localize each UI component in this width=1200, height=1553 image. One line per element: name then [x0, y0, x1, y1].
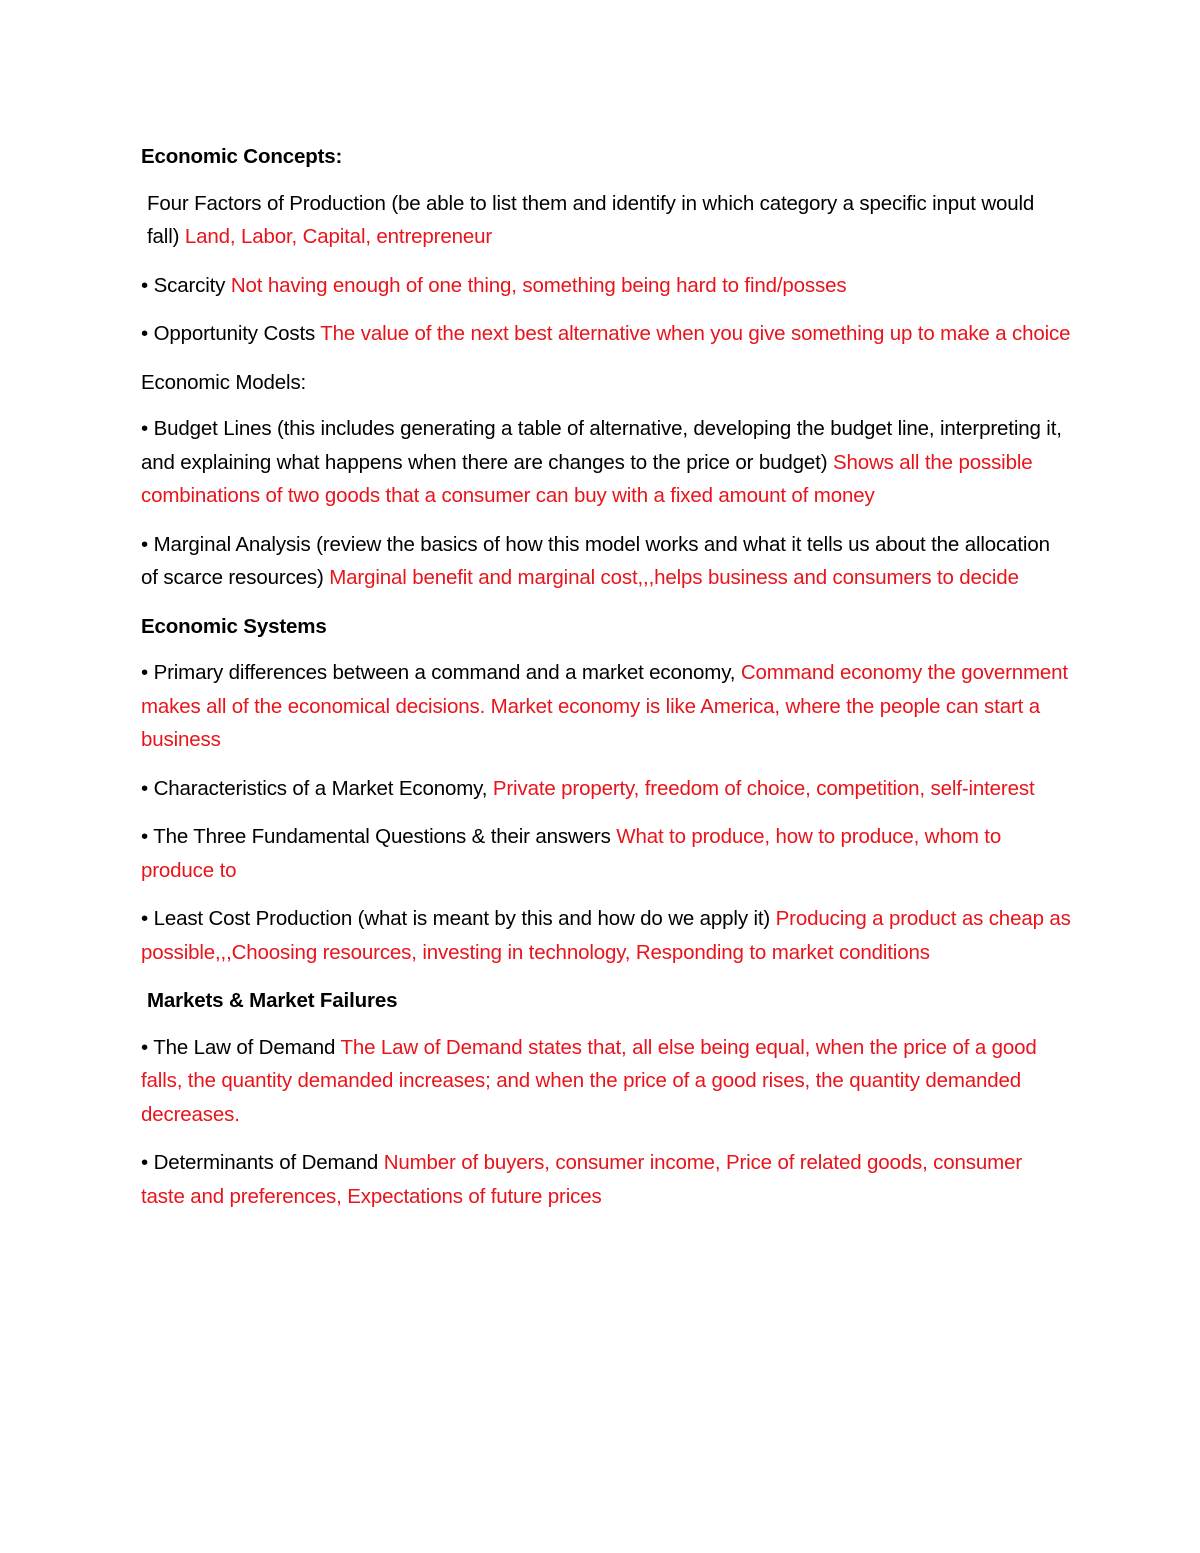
section-heading-economic-concepts: Economic Concepts: [141, 145, 343, 168]
item-answer: Marginal benefit and marginal cost,,,helps business and consumers to decide [329, 566, 1019, 589]
item-question: Four Factors of Production (be able to list them and identify in which category a specific input would fall) [147, 191, 1035, 248]
bullet: • [141, 1151, 149, 1174]
item-least-cost-production [141, 902, 1071, 969]
item-answer: Not having enough of one thing, something being hard to find/posses [230, 273, 847, 297]
item-market-characteristics [141, 772, 1071, 806]
item-determinants-of-demand [141, 1146, 1071, 1213]
section-heading-markets: Markets & Market Failures [147, 989, 398, 1012]
item-answer: Number of buyers, consumer income, Price of related goods, consumer taste and preferences, Expectations of future prices [141, 1151, 1022, 1208]
document-body [141, 140, 1071, 1228]
item-question: The Three Fundamental Questions & their answers [153, 825, 611, 848]
item-command-vs-market [141, 656, 1071, 757]
item-question: Opportunity Costs [153, 322, 316, 345]
item-question: Primary differences between a command and a market economy, [153, 661, 736, 684]
item-law-of-demand [141, 1031, 1071, 1132]
item-budget-lines [141, 412, 1071, 513]
item-answer: Command economy the government makes all of the economical decisions. Market economy is like America, where the people can start a business [141, 661, 1068, 751]
bullet: • [141, 776, 149, 800]
bullet: • [141, 825, 149, 848]
item-opportunity-costs [141, 317, 1071, 351]
item-answer: Private property, freedom of choice, competition, self-interest [492, 776, 1035, 800]
item-question: Budget Lines (this includes generating a table of alternative, developing the budget line, interpreting it, and explaining what happens when there are changes to the price or budget) [141, 417, 1062, 474]
item-question: Marginal Analysis (review the basics of how this model works and what it tells us about the allocation of scarce resources) [141, 532, 1050, 589]
item-question: Least Cost Production (what is meant by this and how do we apply it) [153, 907, 771, 930]
section-heading-economic-systems: Economic Systems [141, 614, 327, 638]
item-three-questions [141, 820, 1071, 887]
item-question: The Law of Demand [153, 1035, 336, 1059]
item-answer: Shows all the possible combinations of two goods that a consumer can buy with a fixed amount of money [141, 450, 1033, 507]
item-marginal-analysis [141, 528, 1071, 595]
item-answer: Producing a product as cheap as possible,,,Choosing resources, investing in technology, Responding to market conditions [141, 907, 1071, 964]
bullet: • [141, 322, 149, 345]
item-answer: Land, Labor, Capital, entrepreneur [184, 225, 493, 248]
section-heading-economic-models: Economic Models: [141, 370, 307, 394]
item-question: Determinants of Demand [153, 1151, 379, 1174]
bullet: • [141, 532, 149, 556]
item-question: Scarcity [153, 273, 226, 297]
item-four-factors [141, 187, 1071, 254]
item-answer: The value of the next best alternative when you give something up to make a choice [320, 322, 1071, 345]
item-answer: The Law of Demand states that, all else being equal, when the price of a good falls, the quantity demanded increases; and when the price of a good rises, the quantity demanded decreases. [141, 1035, 1037, 1126]
item-answer: What to produce, how to produce, whom to produce to [141, 825, 1002, 882]
bullet: • [141, 907, 149, 930]
item-question: Characteristics of a Market Economy, [153, 776, 488, 800]
bullet: • [141, 661, 149, 684]
bullet: • [141, 1035, 149, 1059]
bullet: • [141, 273, 149, 297]
bullet: • [141, 417, 149, 440]
item-scarcity [141, 269, 1071, 303]
